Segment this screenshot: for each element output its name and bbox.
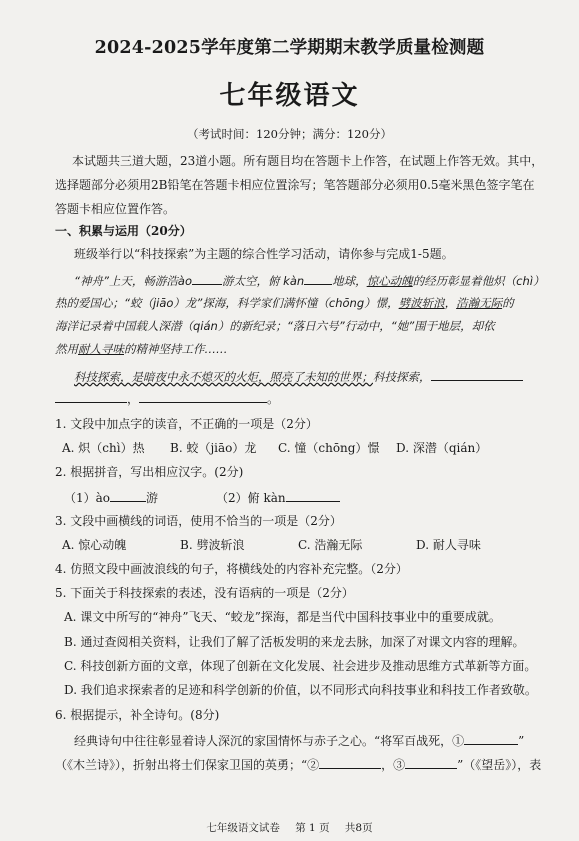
question-5-stem: 5. 下面关于科技探索的表述，没有语病的一项是（2分）: [55, 586, 354, 600]
instructions-line-3: 答题卡相应位置作答。: [55, 202, 176, 216]
instructions-line-1: 本试题共三道大题，23道小题。所有题目均在答题卡上作答，在试题上作答无效。其中，: [72, 154, 544, 168]
question-6-stem: 6. 根据提示，补全诗句。(8分): [55, 708, 220, 722]
question-5-option-a: A. 课文中所写的“神舟”飞天、“蛟龙”探海，都是当代中国科技事业中的重要成就。: [64, 610, 501, 624]
exam-title: 2024-2025学年度第二学期期末教学质量检测题: [94, 38, 485, 58]
question-4-stem: 4. 仿照文段中画波浪线的句子，将横线处的内容补充完整。（2分）: [55, 562, 408, 576]
question-5-option-c: C. 科技创新方面的文章，体现了创新在文化发展、社会进步及推动思维方式革新等方面。: [64, 659, 537, 673]
question-2-stem: 2. 根据拼音，写出相应汉字。(2分): [55, 465, 244, 479]
question-6-line-1: 经典诗句中往往彰显着诗人深沉的家国情怀与赤子之心。“将军百战死，① ”: [74, 734, 525, 748]
section-1-heading: 一、积累与运用（20分）: [55, 224, 192, 238]
passage-line-6: ， 。: [55, 390, 535, 408]
passage-line-1: “神舟”上天，畅游浩ào 游太空，俯 kàn 地球，惊心动魄的经历彰显着他炽（chì）: [74, 274, 545, 288]
question-5-option-d: D. 我们追求探索者的足迹和科学创新的价值，以不同形式向科技事业和科技工作者致敬。: [64, 683, 537, 697]
question-3-stem: 3. 文段中画横线的词语，使用不恰当的一项是（2分）: [55, 514, 342, 528]
footer-paper-name: 七年级语文试卷: [206, 822, 280, 834]
instructions-line-2: 选择题部分必须用2B铅笔在答题卡相应位置涂写；笔答题部分必须用0.5毫米黑色签字笔在: [55, 178, 535, 192]
section-1-intro: 班级举行以“科技探索”为主题的综合性学习活动，请你参与完成1-5题。: [74, 247, 454, 261]
exam-info: （考试时间：120分钟；满分：120分）: [187, 127, 392, 141]
question-3-options: A. 惊心动魄 B. 劈波斩浪 C. 浩瀚无际 D. 耐人寻味: [62, 538, 481, 552]
question-1-options: A. 炽（chì）热 B. 蛟（jiāo）龙 C. 憧（chōng）憬 D. 深潜（qián）: [62, 441, 488, 455]
question-2-blanks: （1）ào 游 （2）俯 kàn: [64, 489, 544, 507]
passage-line-2: 热的爱国心；“蛟（jiāo）龙”探海，科学家们满怀憧（chōng）憬，劈波斩浪，浩瀚无际的: [55, 296, 514, 310]
passage-line-4: 然用耐人寻味的精神坚持工作……: [55, 342, 228, 356]
footer-total-pages: 共8页: [344, 822, 373, 834]
footer-page-number: 第 1 页: [295, 822, 330, 834]
question-6-line-2: （《木兰诗》），折射出将士们保家卫国的英勇；“② ，③ ”（《望岳》），表: [55, 758, 542, 772]
question-1-stem: 1. 文段中加点字的读音，不正确的一项是（2分）: [55, 417, 318, 431]
page-footer: [0, 820, 579, 835]
passage-line-5: 科技探索，是暗夜中永不熄灭的火炬，照亮了未知的世界；科技探索，: [74, 368, 554, 386]
subject-title: 七年级语文: [219, 81, 360, 111]
passage-line-3: 海洋记录着中国载人深潜（qián）的新纪录；“落日六号”行动中，“她”围于地层，却依: [55, 319, 495, 333]
question-5-option-b: B. 通过查阅相关资料，让我们了解了活板发明的来龙去脉，加深了对课文内容的理解。: [64, 635, 525, 649]
